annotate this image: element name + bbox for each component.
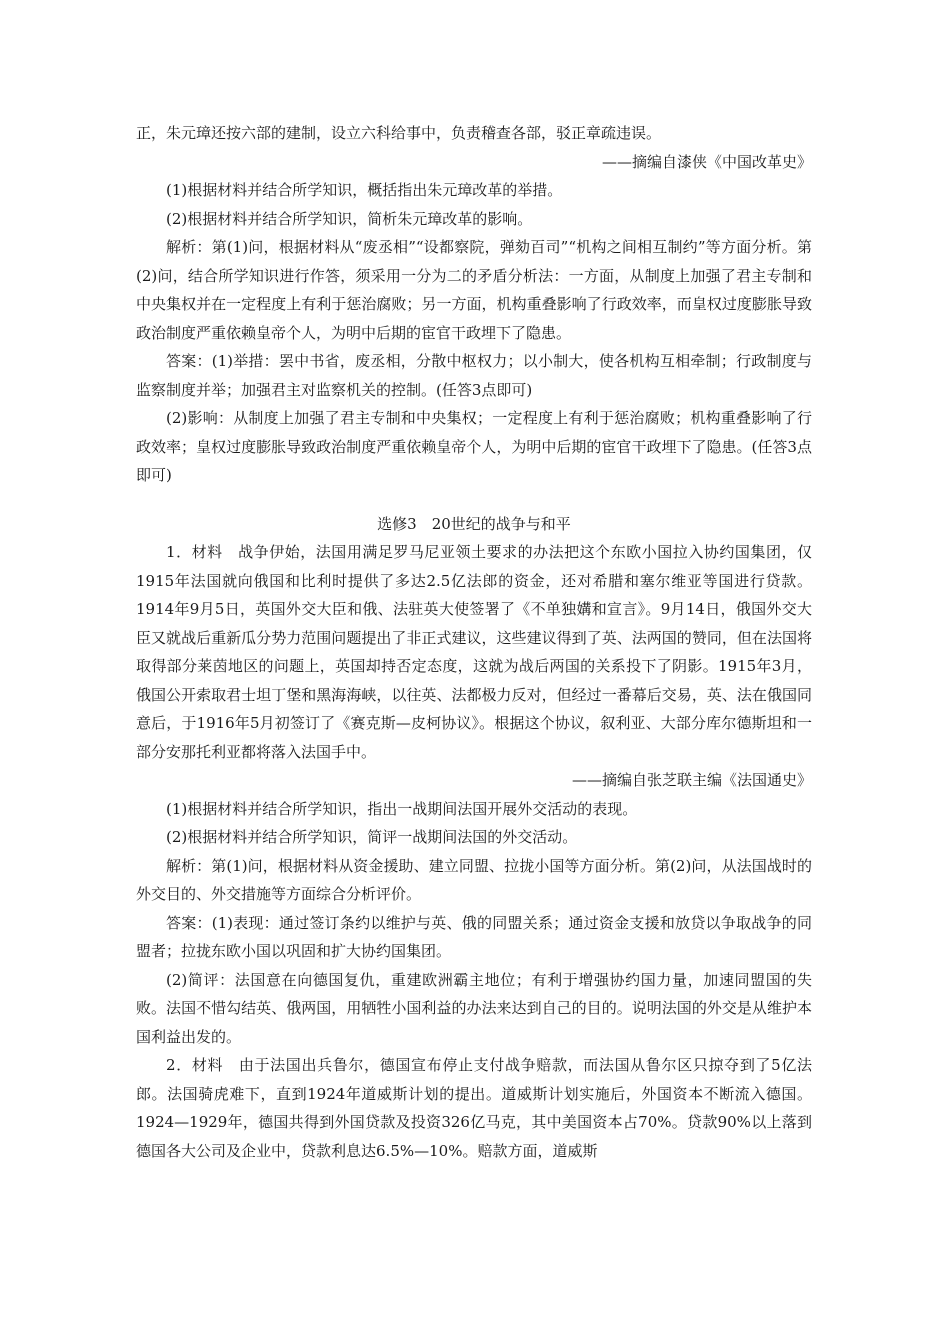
question-1: (1)根据材料并结合所学知识，概括指出朱元璋改革的举措。 bbox=[166, 181, 563, 199]
answer-2: (2)影响：从制度上加强了君主专制和中央集权；一定程度上有利于惩治腐败；机构重叠影响了行政效率；皇权过度膨胀导致政治制度严重依赖皇帝个人，为明中后期的宦官干政埋下了隐患。(任答3点即可) bbox=[136, 409, 812, 484]
material-1: 1．材料 战争伊始，法国用满足罗马尼亚领土要求的办法把这个东欧小国拉入协约国集团，仅1915年法国就向俄国和比利时提供了多达2.5亿法郎的资金，还对希腊和塞尔维亚等国进行贷款。1914年9月5日，英国外交大臣和俄、法驻英大使签署了《不单独媾和宣言》。9月14日，俄国外交大臣又就战后重新瓜分势力范围问题提出了非正式建议，这些建议得到了英、法两国的赞同，但在法国将取得部分莱茵地区的问题上，英国却持否定态度，这就为战后两国的关系投下了阴影。1915年3月，俄国公开索取君士坦丁堡和黑海海峡，以往英、法都极力反对，但经过一番幕后交易，英、法在俄国同意后，于1916年5月初签订了《赛克斯—皮柯协议》。根据这个协议，叙利亚、大部分库尔德斯坦和一部分安那托利亚都将落入法国手中。 bbox=[136, 543, 812, 761]
answer-2: (2)简评：法国意在向德国复仇，重建欧洲霸主地位；有利于增强协约国力量，加速同盟国的失败。法国不惜勾结英、俄两国，用牺牲小国利益的办法来达到自己的目的。说明法国的外交是从维护本国利益出发的。 bbox=[136, 970, 812, 1046]
analysis: 解析：第(1)问，根据材料从“废丞相”“设都察院，弹劾百司”“机构之间相互制约”等方面分析。第(2)问，结合所学知识进行作答，须采用一分为二的矛盾分析法：一方面，从制度上加强了君主专制和中央集权并在一定程度上有利于惩治腐败；另一方面，机构重叠影响了行政效率，而皇权过度膨胀导致政治制度严重依赖皇帝个人，为明中后期的宦官干政埋下了隐患。 bbox=[136, 238, 812, 342]
question-2: (2)根据材料并结合所学知识，简析朱元璋改革的影响。 bbox=[166, 209, 533, 228]
question-2: (2)根据材料并结合所学知识，简评一战期间法国的外交活动。 bbox=[166, 828, 578, 846]
material-continuation: 正，朱元璋还按六部的建制，设立六科给事中，负责稽查各部，驳正章疏违误。 bbox=[136, 124, 662, 142]
section-gap bbox=[136, 490, 812, 510]
material-1-source: ——摘编自张芝联主编《法国通史》 bbox=[571, 771, 812, 789]
section-heading: 选修3 20世纪的战争与和平 bbox=[377, 514, 571, 533]
answer-1: 答案：(1)表现：通过签订条约以维护与英、俄的同盟关系；通过资金支援和放贷以争取战争的同盟者；拉拢东欧小国以巩固和扩大协约国集团。 bbox=[136, 913, 812, 960]
document-page bbox=[136, 119, 812, 1165]
question-1: (1)根据材料并结合所学知识，指出一战期间法国开展外交活动的表现。 bbox=[166, 799, 638, 818]
material-source: ——摘编自漆侠《中国改革史》 bbox=[601, 152, 812, 171]
answer-1: 答案：(1)举措：罢中书省，废丞相，分散中枢权力；以小制大，使各机构互相牵制；行政制度与监察制度并举；加强君主对监察机关的控制。(任答3点即可) bbox=[136, 352, 812, 399]
material-2: 2．材料 由于法国出兵鲁尔，德国宣布停止支付战争赔款，而法国从鲁尔区只掠夺到了5亿法郎。法国骑虎难下，直到1924年道威斯计划的提出。道威斯计划实施后，外国资本不断流入德国。1924—1929年，德国共得到外国贷款及投资326亿马克，其中美国资本占70%。贷款90%以上落到德国各大公司及企业中，贷款利息达6.5%—10%。赔款方面，道威斯 bbox=[136, 1056, 812, 1160]
analysis: 解析：第(1)问，根据材料从资金援助、建立同盟、拉拢小国等方面分析。第(2)问，从法国战时的外交目的、外交措施等方面综合分析评价。 bbox=[136, 856, 812, 903]
